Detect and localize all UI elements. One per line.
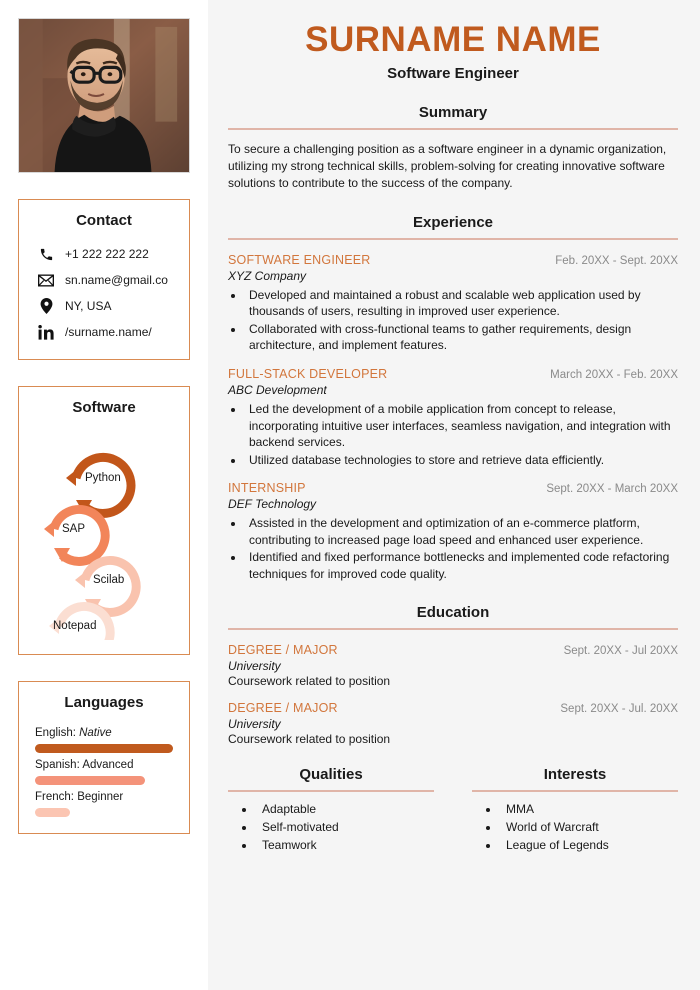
list-item: • Identified and fixed performance bottlenecks and implemented code refactoring techniques for improved code quality. (245, 549, 678, 582)
language-bar-english (35, 744, 173, 753)
language-track-spanish (35, 776, 173, 785)
education-entry-header (228, 643, 678, 657)
experience-entry-header (228, 253, 678, 267)
list-item: • Self-motivated (256, 818, 434, 836)
education-entry (228, 643, 678, 688)
education-entry (228, 701, 678, 746)
contact-item-location[interactable] (29, 293, 179, 319)
qualities-column (228, 766, 434, 854)
portrait-illustration (19, 19, 189, 172)
contact-card (18, 199, 190, 360)
software-label-scilab: Scilab (93, 574, 125, 586)
experience-company: ABC Development (228, 383, 327, 398)
list-item: • World of Warcraft (500, 818, 678, 836)
job-role-subtitle: Software Engineer (387, 64, 519, 82)
list-item: • Assisted in the development and optimization of an e-commerce platform, contributing to increased page load speed and enhanced user experience. (245, 515, 678, 548)
experience-bullets (245, 287, 678, 354)
contact-phone-value: +1 222 222 222 (65, 247, 149, 261)
language-track-french (35, 808, 173, 817)
location-pin-icon (37, 298, 55, 314)
interests-column (472, 766, 678, 854)
experience-entry (228, 367, 678, 468)
software-label-sap: SAP (62, 523, 86, 535)
profile-photo (18, 18, 190, 173)
language-item-french (29, 787, 179, 819)
qualities-divider (228, 790, 434, 792)
contact-item-phone[interactable] (29, 241, 179, 267)
language-label-spanish: Spanish: Advanced (35, 759, 134, 771)
experience-entry (228, 253, 678, 354)
experience-company: DEF Technology (228, 497, 317, 512)
language-label-french: French: Beginner (35, 791, 124, 803)
experience-bullets (245, 401, 678, 468)
experience-job-title: FULL-STACK DEVELOPER (228, 367, 388, 382)
language-label-english: English: Native (35, 727, 112, 739)
experience-job-date: Feb. 20XX - Sept. 20XX (555, 254, 678, 267)
software-title: Software (72, 399, 136, 416)
education-degree: DEGREE / MAJOR (228, 643, 338, 658)
software-label-notepad: Notepad (53, 620, 97, 632)
skill-arc-sap (44, 509, 105, 562)
summary-divider (228, 128, 678, 130)
contact-location-value: NY, USA (65, 299, 112, 313)
phone-icon (37, 246, 55, 262)
language-name-french: French (35, 791, 71, 803)
envelope-icon (37, 272, 55, 288)
language-name-english: English (35, 727, 73, 739)
contact-linkedin-value: /surname.name/ (65, 325, 152, 339)
list-item: • MMA (500, 800, 678, 818)
contact-item-linkedin[interactable] (29, 319, 179, 345)
language-level-spanish: Advanced (82, 759, 134, 771)
qualities-heading: Qualities (299, 766, 363, 784)
list-item: • Collaborated with cross-functional teams to gather requirements, design architecture, and implement features. (245, 321, 678, 354)
sidebar (0, 0, 208, 990)
language-item-spanish (29, 755, 179, 787)
languages-card (18, 681, 190, 834)
language-track-english (35, 744, 173, 753)
main-column (208, 0, 700, 990)
education-school: University (228, 659, 281, 674)
linkedin-icon (37, 324, 55, 340)
education-entry-header (228, 701, 678, 715)
experience-heading: Experience (412, 213, 494, 231)
software-skill-wheel (29, 428, 179, 640)
software-card (18, 386, 190, 655)
interests-divider (472, 790, 678, 792)
experience-entry-header (228, 367, 678, 381)
experience-divider (228, 238, 678, 240)
experience-job-date: Sept. 20XX - March 20XX (546, 483, 678, 496)
languages-title: Languages (64, 694, 144, 711)
contact-item-email[interactable] (29, 267, 179, 293)
list-item: • League of Legends (500, 836, 678, 854)
qualities-interests-row (228, 766, 678, 854)
language-bar-french (35, 808, 70, 817)
experience-entry (228, 481, 678, 582)
interests-list (500, 800, 678, 854)
education-date: Sept. 20XX - Jul 20XX (563, 645, 678, 658)
experience-job-title: SOFTWARE ENGINEER (228, 252, 371, 267)
language-level-french: Beginner (77, 791, 124, 803)
education-date: Sept. 20XX - Jul. 20XX (560, 703, 678, 716)
list-item: • Adaptable (256, 800, 434, 818)
qualities-list (256, 800, 434, 854)
summary-text: To secure a challenging position as a software engineer in a dynamic organization, utilizing my strong technical skills, problem-solving for creating innovative software solutions to contribute to the success of the company. (228, 141, 667, 190)
language-name-spanish: Spanish (35, 759, 77, 771)
education-heading: Education (416, 604, 490, 622)
experience-bullets (245, 515, 678, 582)
summary-heading: Summary (418, 103, 488, 121)
contact-title: Contact (76, 212, 132, 229)
education-detail: Coursework related to position (228, 674, 391, 689)
education-school: University (228, 717, 281, 732)
experience-job-title: INTERNSHIP (228, 481, 306, 496)
list-item: • Teamwork (256, 836, 434, 854)
experience-entry-header (228, 481, 678, 495)
language-level-english: Native (79, 727, 112, 739)
experience-company: XYZ Company (228, 268, 307, 283)
language-item-english (29, 723, 179, 755)
interests-heading: Interests (543, 766, 607, 784)
experience-job-date: March 20XX - Feb. 20XX (550, 369, 678, 382)
contact-email-value: sn.name@gmail.co (65, 273, 168, 287)
software-label-python: Python (85, 472, 121, 484)
education-divider (228, 628, 678, 630)
skill-circles-diagram (29, 428, 179, 640)
education-degree: DEGREE / MAJOR (228, 701, 338, 716)
page-title: SURNAME NAME (305, 20, 601, 59)
list-item: • Developed and maintained a robust and scalable web application used by thousands of users, resulting in improved user experience. (245, 287, 678, 320)
education-detail: Coursework related to position (228, 732, 391, 747)
language-bar-spanish (35, 776, 145, 785)
list-item: • Led the development of a mobile application from concept to release, incorporating intuitive user interfaces, seamless navigation, and integration with backend services. (245, 401, 678, 451)
list-item: • Utilized database technologies to store and retrieve data efficiently. (245, 452, 678, 469)
